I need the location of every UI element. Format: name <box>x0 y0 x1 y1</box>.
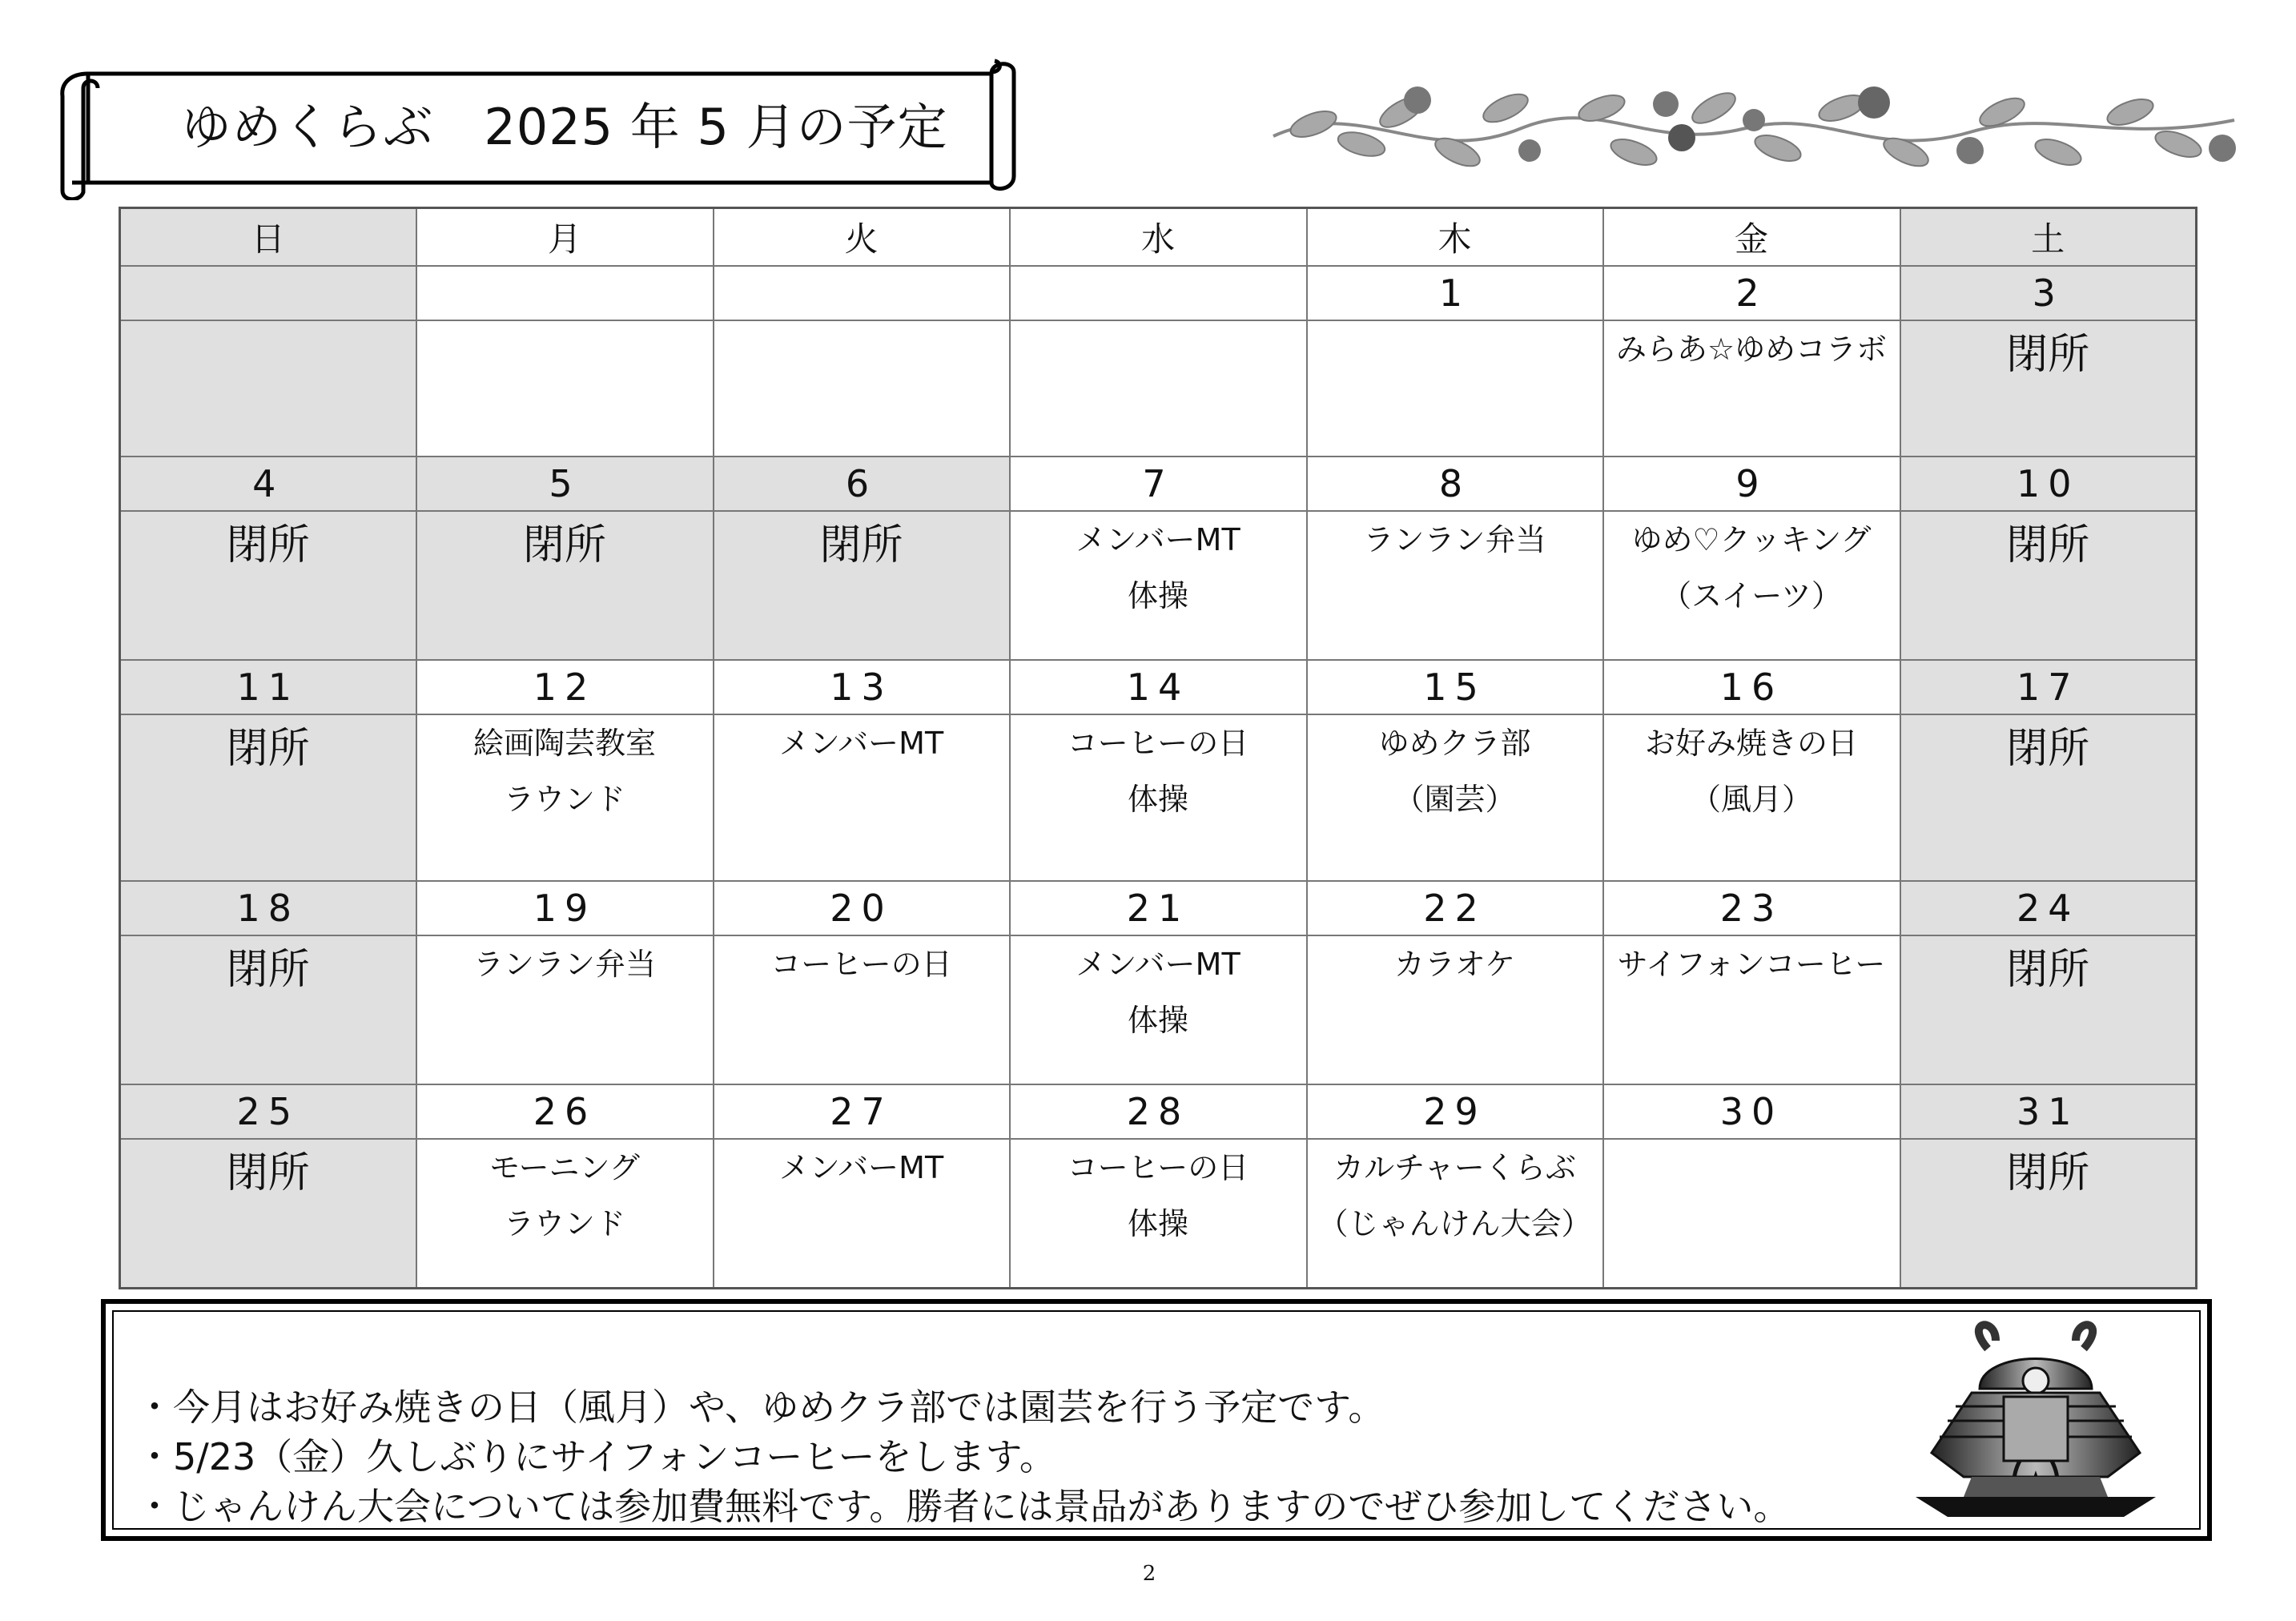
date-number-cell: 12 <box>416 660 714 714</box>
event-cell <box>1900 1139 2197 1288</box>
event-label: メンバーMT <box>778 1150 944 1185</box>
weekday-header: 月 <box>416 208 714 267</box>
event-row <box>120 1139 2197 1288</box>
date-number-row <box>120 881 2197 935</box>
event-label: コーヒーの日 <box>1067 1150 1249 1185</box>
event-row <box>120 511 2197 660</box>
date-number-row <box>120 1084 2197 1139</box>
closed-label: 閉所 <box>2006 725 2090 773</box>
date-number-cell: 17 <box>1900 660 2197 714</box>
event-label: （園芸） <box>1393 782 1516 817</box>
closed-label: 閉所 <box>226 521 310 569</box>
event-label: モーニング <box>489 1150 640 1185</box>
event-cell <box>1900 511 2197 660</box>
event-cell <box>416 511 714 660</box>
weekday-header: 土 <box>1900 208 2197 267</box>
date-number-cell <box>120 266 416 320</box>
page-number: 2 <box>1142 1562 1156 1586</box>
event-cell <box>1307 935 1603 1084</box>
event-cell <box>1603 714 1900 881</box>
date-number-cell: 10 <box>1900 457 2197 511</box>
event-cell <box>714 935 1010 1084</box>
event-row <box>120 935 2197 1084</box>
notes-box <box>101 1299 2212 1541</box>
event-cell <box>1307 320 1603 457</box>
date-number-cell: 8 <box>1307 457 1603 511</box>
event-label: メンバーMT <box>1076 947 1240 982</box>
event-cell <box>1603 320 1900 457</box>
event-cell <box>120 1139 416 1288</box>
weekday-header: 木 <box>1307 208 1603 267</box>
date-number-cell: 9 <box>1603 457 1900 511</box>
note-line: ・5/23（金）久しぶりにサイフォンコーヒーをします。 <box>136 1435 1056 1478</box>
event-cell <box>1603 935 1900 1084</box>
date-number-cell <box>714 266 1010 320</box>
weekday-header-row <box>120 208 2197 267</box>
date-number-cell: 14 <box>1010 660 1307 714</box>
date-number-cell: 19 <box>416 881 714 935</box>
date-number-cell: 28 <box>1010 1084 1307 1139</box>
date-number-cell: 25 <box>120 1084 416 1139</box>
date-number-cell: 7 <box>1010 457 1307 511</box>
weekday-header: 金 <box>1603 208 1900 267</box>
event-cell <box>416 1139 714 1288</box>
event-label: ランラン弁当 <box>472 947 656 982</box>
date-number-row <box>120 457 2197 511</box>
event-cell <box>1010 935 1307 1084</box>
date-number-cell: 24 <box>1900 881 2197 935</box>
event-cell <box>1603 1139 1900 1288</box>
date-number-cell: 4 <box>120 457 416 511</box>
event-cell <box>1307 714 1603 881</box>
event-cell <box>120 935 416 1084</box>
event-label: 体操 <box>1127 1206 1188 1241</box>
date-number-cell: 2 <box>1603 266 1900 320</box>
date-number-cell: 22 <box>1307 881 1603 935</box>
date-number-row <box>120 660 2197 714</box>
event-cell <box>1900 714 2197 881</box>
weekday-header: 水 <box>1010 208 1307 267</box>
date-number-row <box>120 266 2197 320</box>
title-banner <box>56 56 1049 200</box>
event-cell <box>120 320 416 457</box>
event-label: カルチャーくらぶ <box>1333 1150 1576 1185</box>
event-label: お好み焼きの日 <box>1644 726 1858 761</box>
date-number-cell <box>416 266 714 320</box>
date-number-cell: 6 <box>714 457 1010 511</box>
event-label: コーヒーの日 <box>770 947 952 982</box>
closed-label: 閉所 <box>2006 521 2090 569</box>
date-number-cell: 27 <box>714 1084 1010 1139</box>
note-line: ・じゃんけん大会については参加費無料です。勝者には景品がありますのでぜひ参加してください。 <box>136 1485 1791 1528</box>
calendar-table <box>119 207 2197 1289</box>
date-number-cell: 13 <box>714 660 1010 714</box>
event-cell <box>714 714 1010 881</box>
event-row <box>120 714 2197 881</box>
date-number-cell: 21 <box>1010 881 1307 935</box>
note-line: ・今月はお好み焼きの日（風月）や、ゆめクラ部では園芸を行う予定です。 <box>136 1386 1385 1429</box>
event-label: ゆめ♡クッキング <box>1631 522 1872 557</box>
event-label: サイフォンコーヒー <box>1617 947 1886 982</box>
event-label: 体操 <box>1127 1003 1188 1038</box>
event-label: 体操 <box>1127 578 1188 613</box>
event-cell <box>1010 714 1307 881</box>
date-number-cell: 30 <box>1603 1084 1900 1139</box>
event-label: （風月） <box>1690 782 1812 817</box>
date-number-cell: 31 <box>1900 1084 2197 1139</box>
closed-label: 閉所 <box>819 521 903 569</box>
closed-label: 閉所 <box>226 725 310 773</box>
event-label: ラウンド <box>503 782 625 817</box>
weekday-header: 火 <box>714 208 1010 267</box>
page-title: ゆめくらぶ 2025 年 5 月の予定 <box>181 97 948 156</box>
date-number-cell: 15 <box>1307 660 1603 714</box>
date-number-cell: 29 <box>1307 1084 1603 1139</box>
event-cell <box>1307 511 1603 660</box>
leaf-vine-icon <box>1265 64 2250 184</box>
event-label: ゆめクラ部 <box>1378 726 1531 761</box>
event-cell <box>1603 511 1900 660</box>
event-label: 絵画陶芸教室 <box>472 726 656 761</box>
event-cell <box>416 935 714 1084</box>
event-row <box>120 320 2197 457</box>
date-number-cell: 3 <box>1900 266 2197 320</box>
kabuto-helmet-icon <box>1900 1317 2172 1533</box>
event-label: 体操 <box>1127 782 1188 817</box>
event-cell <box>1010 1139 1307 1288</box>
event-label: （じゃんけん大会） <box>1317 1206 1592 1241</box>
date-number-cell: 1 <box>1307 266 1603 320</box>
event-cell <box>1307 1139 1603 1288</box>
closed-label: 閉所 <box>2006 331 2090 379</box>
weekday-header: 日 <box>120 208 416 267</box>
event-cell <box>714 320 1010 457</box>
closed-label: 閉所 <box>522 521 606 569</box>
event-label: みらあ☆ゆめコラボ <box>1615 332 1888 367</box>
date-number-cell: 5 <box>416 457 714 511</box>
date-number-cell: 23 <box>1603 881 1900 935</box>
closed-label: 閉所 <box>2006 1149 2090 1197</box>
date-number-cell <box>1010 266 1307 320</box>
event-cell <box>1010 320 1307 457</box>
notes-list <box>136 1382 1790 1531</box>
event-cell <box>416 714 714 881</box>
event-label: メンバーMT <box>1076 522 1240 557</box>
event-label: （スイーツ） <box>1661 578 1842 613</box>
event-label: コーヒーの日 <box>1067 726 1249 761</box>
date-number-cell: 16 <box>1603 660 1900 714</box>
date-number-cell: 26 <box>416 1084 714 1139</box>
event-cell <box>714 511 1010 660</box>
closed-label: 閉所 <box>226 946 310 994</box>
event-label: メンバーMT <box>778 726 944 761</box>
date-number-cell: 20 <box>714 881 1010 935</box>
event-label: ランラン弁当 <box>1363 522 1546 557</box>
event-label: ラウンド <box>503 1206 625 1241</box>
closed-label: 閉所 <box>226 1149 310 1197</box>
event-cell <box>1900 935 2197 1084</box>
event-cell <box>1010 511 1307 660</box>
date-number-cell: 18 <box>120 881 416 935</box>
calendar-body <box>120 266 2197 1288</box>
date-number-cell: 11 <box>120 660 416 714</box>
event-cell <box>120 714 416 881</box>
event-cell <box>1900 320 2197 457</box>
event-label: カラオケ <box>1393 947 1516 982</box>
event-cell <box>416 320 714 457</box>
event-cell <box>120 511 416 660</box>
notes-inner-frame <box>112 1310 2201 1530</box>
closed-label: 閉所 <box>2006 946 2090 994</box>
event-cell <box>714 1139 1010 1288</box>
